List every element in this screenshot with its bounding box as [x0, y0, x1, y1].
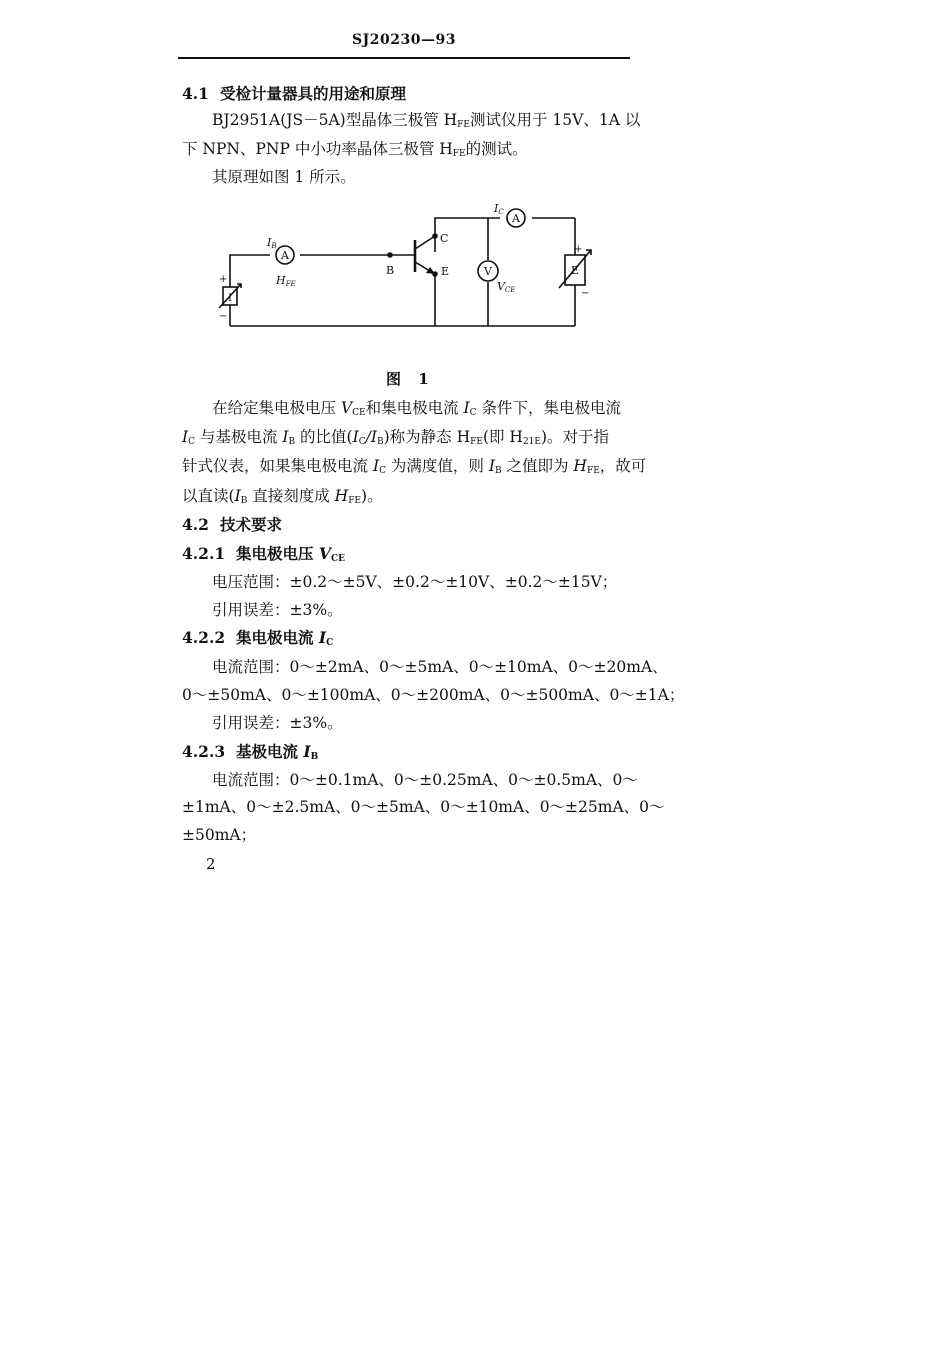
collector-current-error: 引用误差：±3%。 [212, 714, 343, 732]
ib-label: IB [267, 236, 277, 250]
base-current-range-line-3: ±50mA； [182, 826, 257, 844]
circuit-labels [266, 202, 515, 294]
section-title: 受检计量器具的用途和原理 [220, 84, 407, 103]
explanation-line-3: 针式仪表，如果集电极电流 $I_C$ 为满度值，则 $I_B$ 之值即为 $H_{FE}$，故可 [182, 457, 647, 476]
section-4-2-1-heading: 4.2.1 集电极电压 $V_{CE}$ [182, 544, 345, 564]
base-terminal-label: B [386, 264, 395, 277]
hfe-test-circuit-diagram [210, 192, 600, 342]
explanation-line-2: $I_C$ 与基极电流 $I_B$ 的比值$(I_C/I_B)$称为静态 $H_{FE}$(即 $H_{21E}$)。对于指 [182, 428, 610, 447]
section-4-2-3-heading: 4.2.3 基极电流 $I_B$ [182, 742, 319, 762]
explanation-line-4: 以直读($I_B$ 直接刻度成 $H_{FE}$)。 [182, 487, 383, 506]
section-4-1-heading [182, 84, 642, 104]
collector-current-range-line-2: 0～±50mA、0～±100mA、0～±200mA、0～±500mA、0～±1A； [182, 686, 685, 704]
source-right-label: E [570, 264, 580, 277]
collector-ammeter [507, 209, 525, 227]
document-code-header: SJ20230—93 [352, 32, 456, 48]
header-rule [178, 57, 630, 59]
source-left-label: I [228, 293, 232, 304]
base-current-range-line-1: 电流范围：0～±0.1mA、0～±0.25mA、0～±0.5mA、0～ [212, 771, 638, 789]
plus-sign: + [574, 244, 583, 255]
section-4-1-para1-line1: BJ2951A(JS－5A)型晶体三极管 $H_{FE}$测试仪用于 15V、1A 以 [212, 111, 641, 130]
hfe-label: HFE [276, 274, 296, 288]
explanation-line-1: 在给定集电极电压 $V_{CE}$和集电极电流 $I_C$ 条件下，集电极电流 [212, 399, 621, 418]
ic-label: IC [494, 202, 504, 216]
section-4-2-2-heading: 4.2.2 集电极电流 $I_C$ [182, 628, 334, 648]
voltmeter-symbol: V [484, 265, 492, 278]
base-current-range-line-2: ±1mA、0～±2.5mA、0～±5mA、0～±10mA、0～±25mA、0～ [182, 798, 665, 816]
base-ammeter [276, 246, 294, 264]
minus-sign: − [219, 311, 228, 322]
section-4-1-para1-line2: 下 NPN、PNP 中小功率晶体三极管 $H_{FE}$的测试。 [182, 140, 528, 159]
collector-terminal-label: C [440, 232, 449, 245]
ammeter-symbol: A [512, 212, 520, 225]
minus-sign: − [581, 288, 590, 299]
voltage-range: 电压范围：±0.2～±5V、±0.2～±10V、±0.2～±15V； [212, 573, 618, 591]
page-number: 2 [206, 855, 216, 873]
section-4-2-heading: 4.2 技术要求 [182, 515, 283, 534]
emitter-terminal-label: E [441, 265, 450, 278]
vce-voltmeter [478, 261, 498, 281]
section-number: 4.1 [182, 84, 209, 103]
section-4-1-para2: 其原理如图 1 所示。 [212, 168, 356, 186]
circuit-wires [230, 218, 575, 326]
voltage-error: 引用误差：±3%。 [212, 601, 343, 619]
vce-label: VCE [497, 280, 516, 294]
plus-sign: + [219, 274, 228, 285]
ammeter-symbol: A [281, 249, 289, 262]
collector-current-range-line-1: 电流范围：0～±2mA、0～±5mA、0～±10mA、0～±20mA、 [212, 658, 668, 676]
npn-transistor-symbol [388, 234, 437, 276]
figure-caption: 图 1 [386, 370, 435, 388]
